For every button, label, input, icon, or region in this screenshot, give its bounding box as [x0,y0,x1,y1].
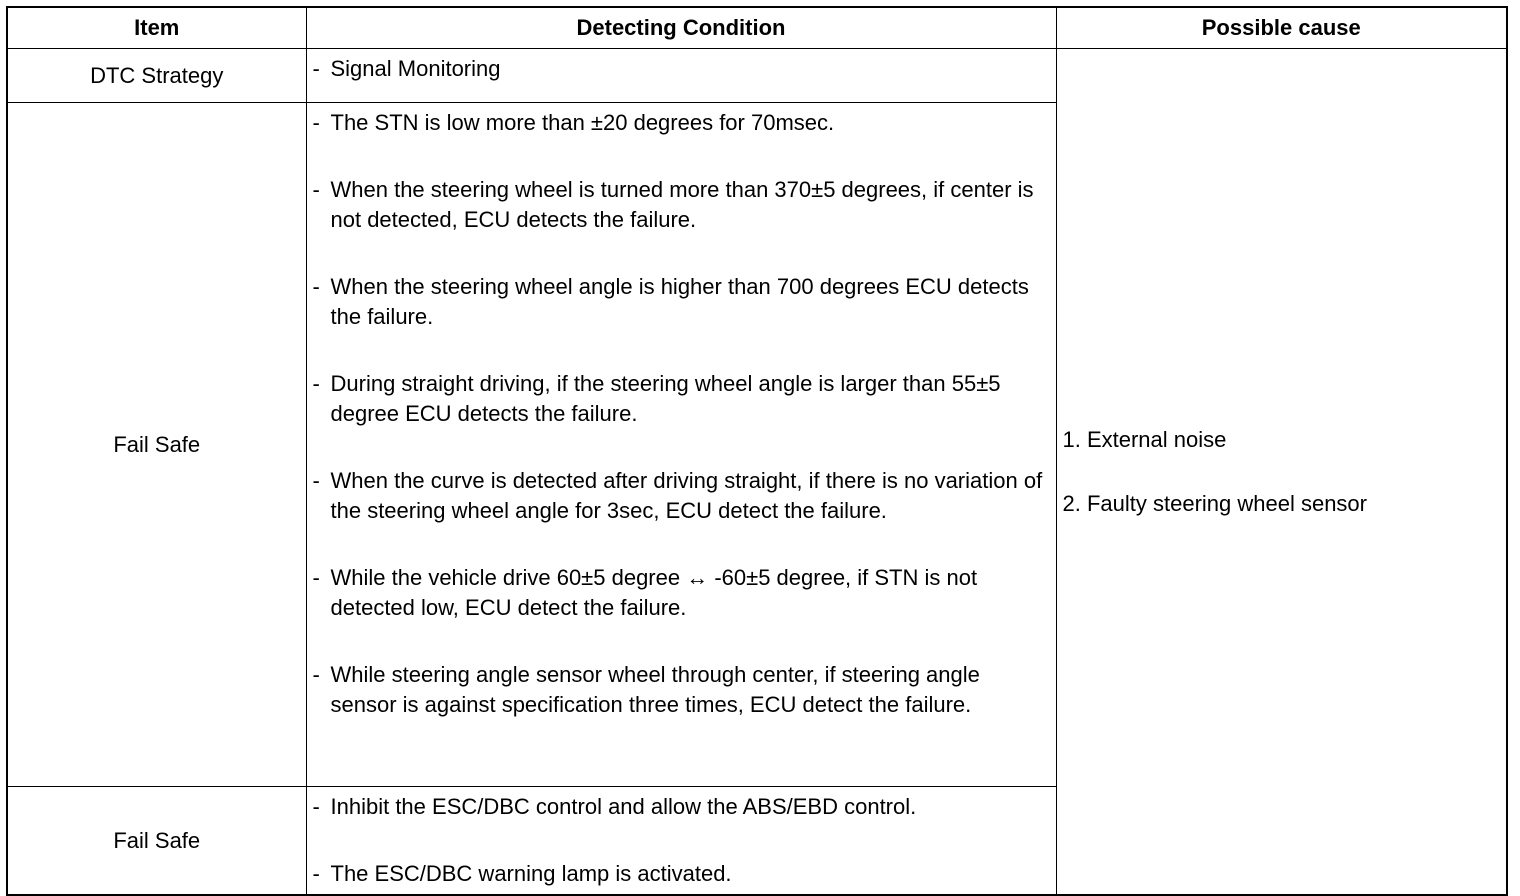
possible-cause-item: 2. Faulty steering wheel sensor [1062,490,1367,516]
condition-cell-fail-safe-action [306,787,1056,896]
condition-bullet [313,859,1050,889]
item-dtc-strategy: DTC Strategy [7,49,306,103]
condition-bullet [313,272,1050,332]
possible-cause-item: 1. External noise [1062,426,1227,452]
header-possible-cause: Possible cause [1056,7,1507,49]
possible-cause-cell [1056,49,1507,896]
bullet-dash: - [312,565,320,590]
condition-text: During straight driving, if the steering wheel angle is larger than 55±5 degree ECU detects the failure. [330,371,1001,426]
condition-text: Signal Monitoring [330,56,501,81]
condition-bullet [313,792,1050,822]
bullet-dash: - [312,861,320,886]
condition-cell-dtc-strategy [306,49,1056,103]
dtc-table [6,6,1508,896]
bullet-dash: - [312,794,320,819]
condition-text: The ESC/DBC warning lamp is activated. [330,861,732,886]
condition-bullet [313,54,1050,84]
bullet-dash: - [312,662,320,687]
item-fail-safe: Fail Safe [7,787,306,896]
header-row [7,7,1507,49]
condition-bullet [313,466,1050,526]
condition-bullet [313,660,1050,720]
condition-bullet [313,175,1050,235]
header-detecting-condition: Detecting Condition [306,7,1056,49]
bullet-dash: - [312,371,320,396]
condition-text: When the steering wheel angle is higher than 700 degrees ECU detects the failure. [330,274,1029,329]
condition-text: While steering angle sensor wheel through center, if steering angle sensor is against specification three times, ECU detect the failure. [330,662,980,717]
condition-bullet [313,369,1050,429]
condition-bullet [313,108,1050,138]
bullet-dash: - [312,56,320,81]
table-row-dtc-strategy [7,49,1507,103]
header-item: Item [7,7,306,49]
bullet-dash: - [312,110,320,135]
condition-text: While the vehicle drive 60±5 degree ↔ -60±5 degree, if STN is not detected low, ECU detect the failure. [330,565,978,620]
condition-bullet [313,563,1050,623]
bullet-dash: - [312,468,320,493]
condition-text: When the steering wheel is turned more than 370±5 degrees, if center is not detected, ECU detects the failure. [330,177,1034,232]
condition-cell-fail-safe-detection [306,103,1056,787]
condition-text: The STN is low more than ±20 degrees for 70msec. [330,110,835,135]
condition-text: Inhibit the ESC/DBC control and allow the ABS/EBD control. [330,794,917,819]
condition-text: When the curve is detected after driving straight, if there is no variation of the steering wheel angle for 3sec, ECU detect the failure. [330,468,1043,523]
bullet-dash: - [312,177,320,202]
item-fail-safe: Fail Safe [7,103,306,787]
bullet-dash: - [312,274,320,299]
